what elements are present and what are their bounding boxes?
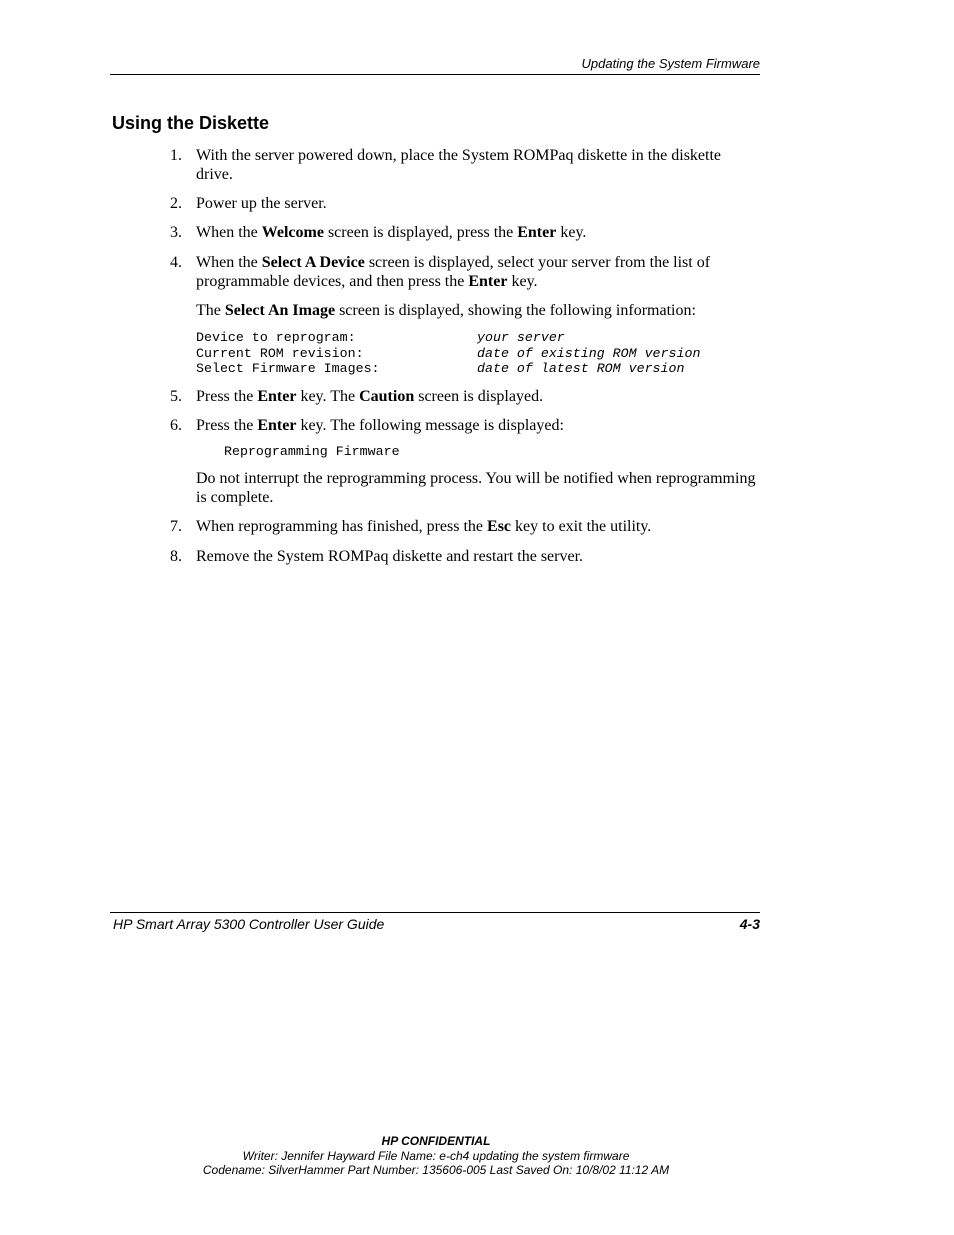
- running-header: Updating the System Firmware: [110, 56, 760, 75]
- step-number: 4.: [170, 254, 182, 271]
- step-text: Press the Enter key. The Caution screen is displayed.: [196, 388, 544, 405]
- step-number: 6.: [170, 417, 182, 434]
- section-title: Using the Diskette: [112, 113, 270, 133]
- step-number: 2.: [170, 195, 182, 212]
- step-text: With the server powered down, place the System ROMPaq diskette in the diskette drive.: [196, 147, 722, 183]
- step-text: Remove the System ROMPaq diskette and restart the server.: [196, 548, 584, 565]
- confidential-label: HP CONFIDENTIAL: [381, 1134, 491, 1148]
- step-text: Power up the server.: [196, 195, 327, 212]
- step-text: When the Select A Device screen is displayed, select your server from the list of programmable devices, and then press the Enter key.: [196, 254, 711, 290]
- step-number: 5.: [170, 388, 182, 405]
- document-body: [160, 146, 760, 586]
- screen-info-value: date of latest ROM version: [477, 361, 685, 376]
- step-number: 7.: [170, 518, 182, 535]
- step-number: 1.: [170, 147, 182, 164]
- interrupt-note: Do not interrupt the reprogramming process. You will be notified when reprogramming is complete.: [196, 470, 756, 506]
- screen-info-label: Device to reprogram:: [196, 330, 356, 345]
- footer-title: HP Smart Array 5300 Controller User Guide: [113, 916, 385, 932]
- confidential-line: Codename: SilverHammer Part Number: 135606-005 Last Saved On: 10/8/02 11:12 AM: [202, 1163, 670, 1177]
- page-number: 4-3: [739, 916, 760, 932]
- screen-info-value: your server: [477, 330, 565, 345]
- step-number: 8.: [170, 548, 182, 565]
- step-text: Press the Enter key. The following message is displayed:: [196, 417, 564, 434]
- select-image-note: The Select An Image screen is displayed, showing the following information:: [196, 302, 696, 319]
- screen-info-value: date of existing ROM version: [477, 345, 701, 361]
- reprogramming-message: Reprogramming Firmware: [224, 444, 400, 459]
- step-text: When reprogramming has finished, press the Esc key to exit the utility.: [196, 518, 652, 535]
- page-footer: [110, 912, 760, 934]
- screen-info-label: Current ROM revision:: [196, 345, 364, 361]
- step-number: 3.: [170, 224, 182, 241]
- step-text: When the Welcome screen is displayed, press the Enter key.: [196, 224, 587, 241]
- confidential-block: [0, 1134, 872, 1178]
- confidential-line: Writer: Jennifer Hayward File Name: e-ch4 updating the system firmware: [242, 1148, 630, 1163]
- screen-info-label: Select Firmware Images:: [196, 361, 380, 376]
